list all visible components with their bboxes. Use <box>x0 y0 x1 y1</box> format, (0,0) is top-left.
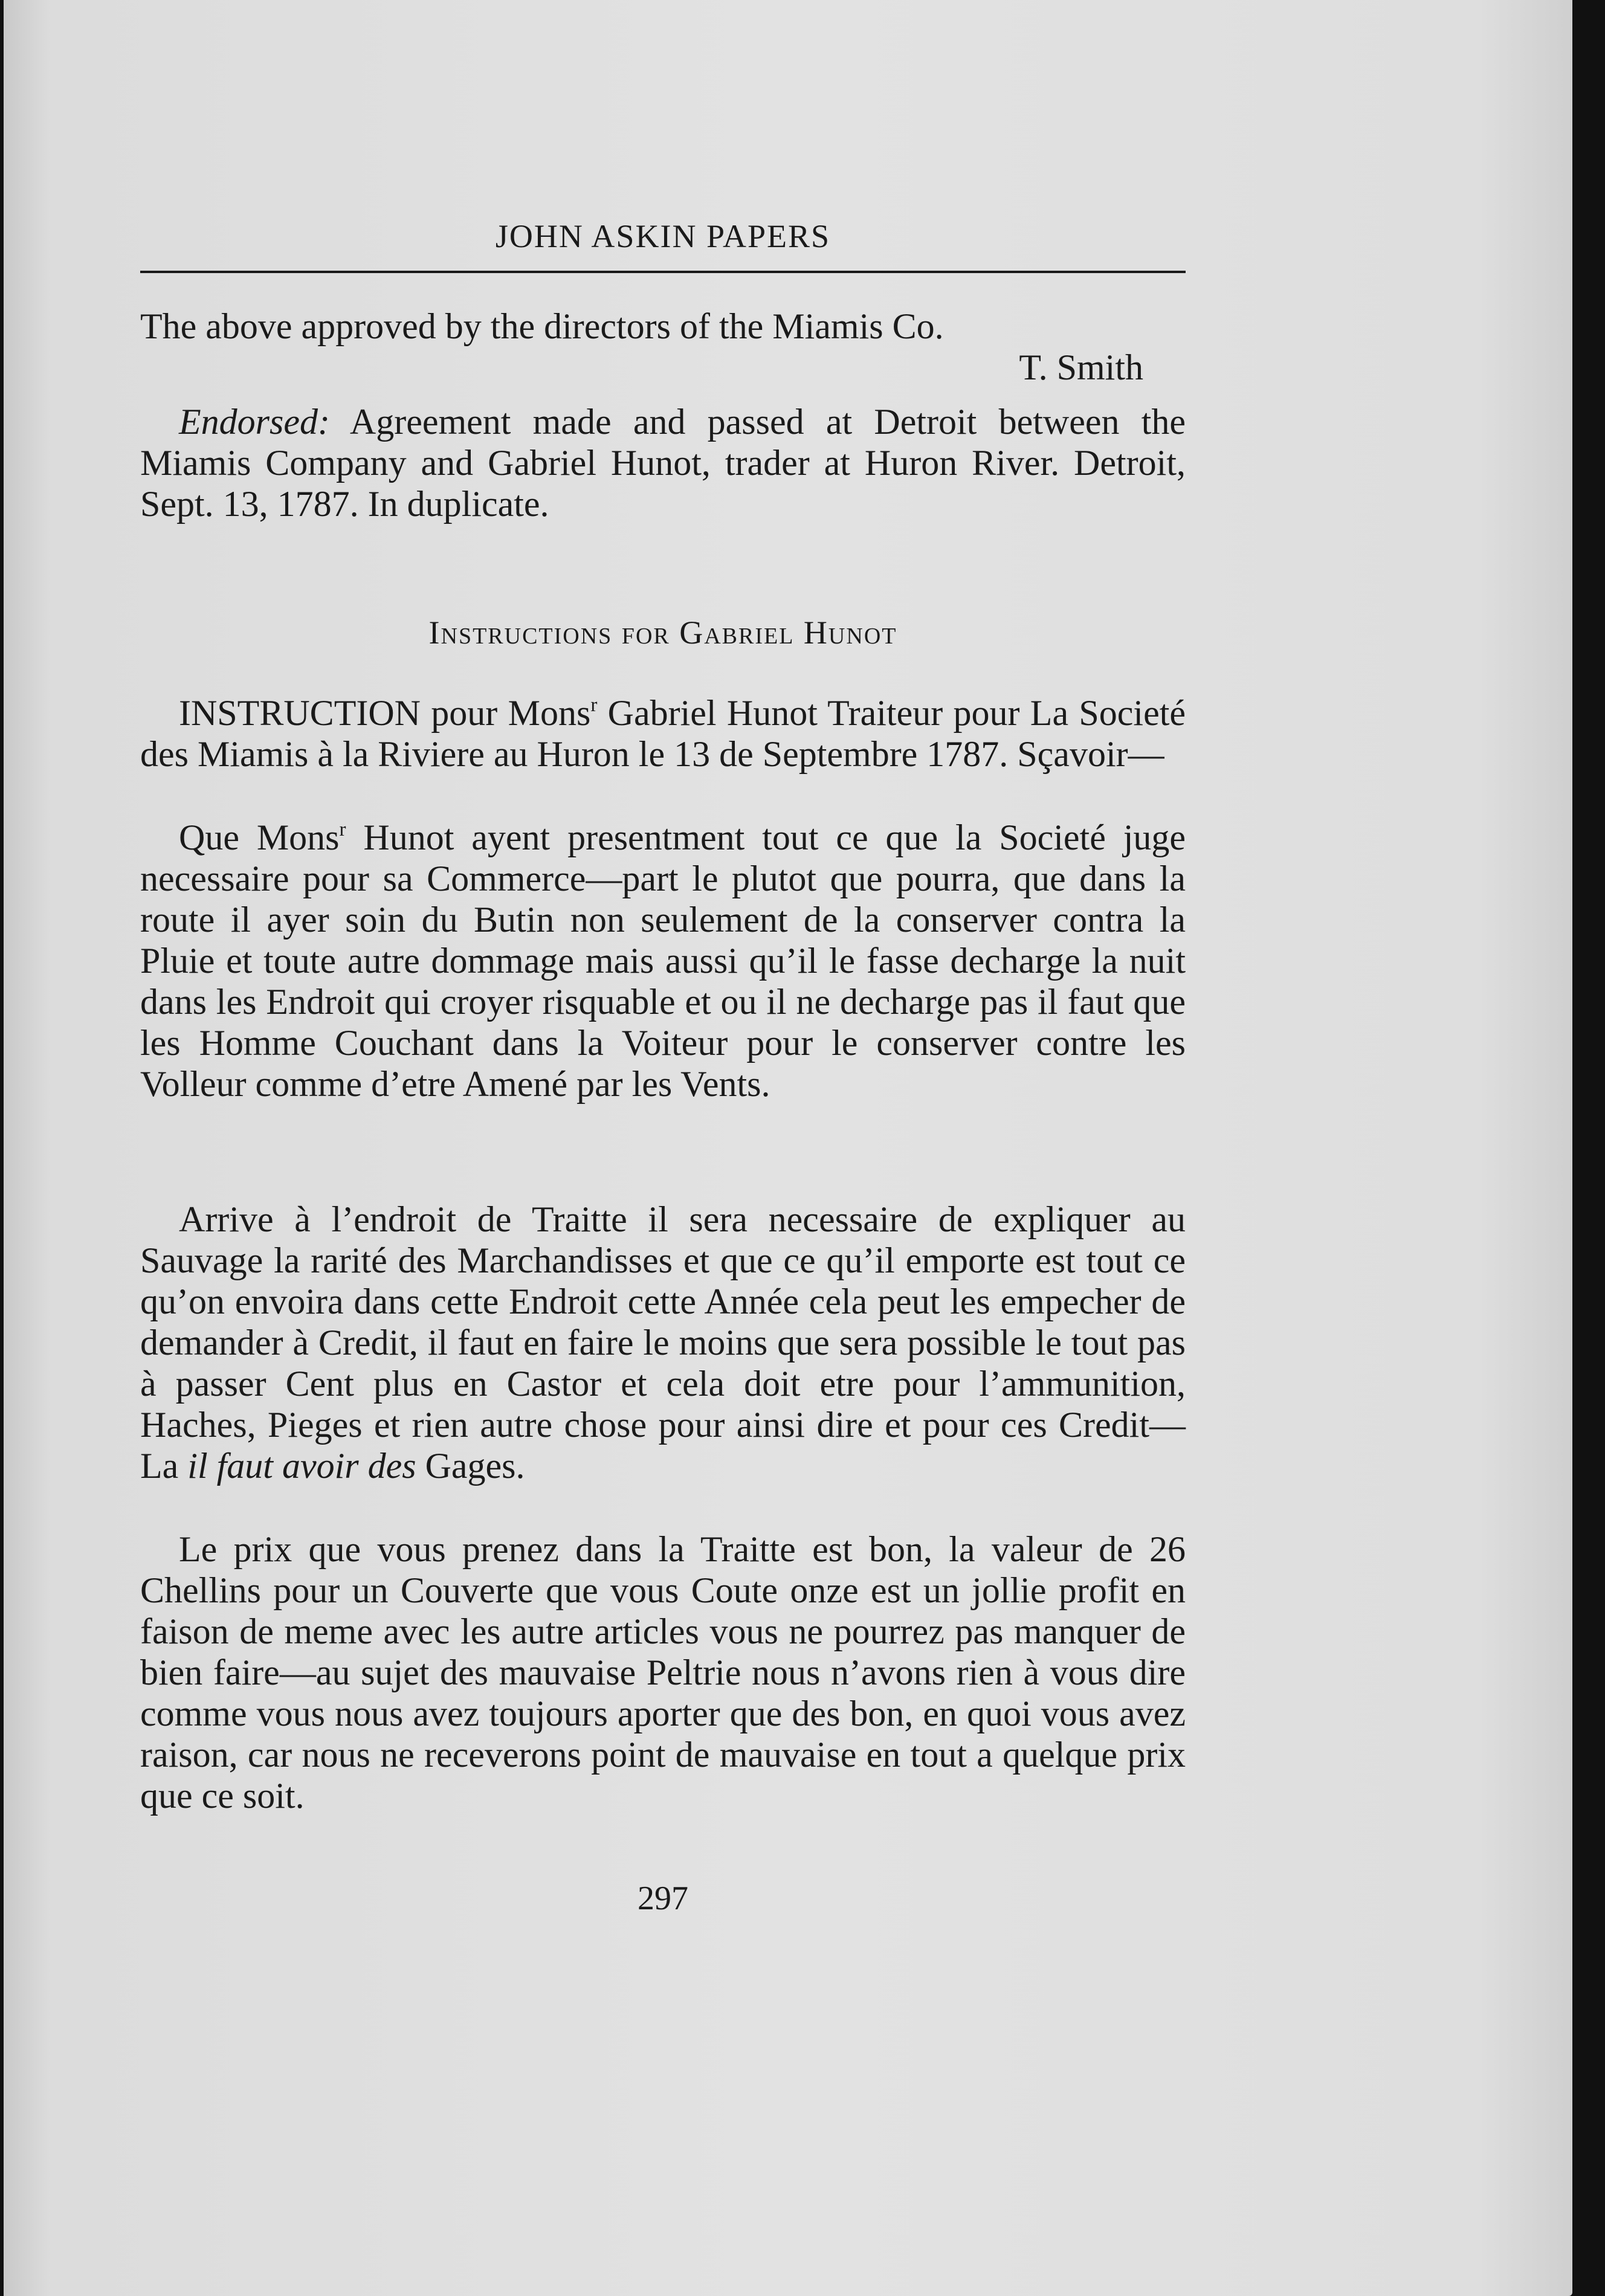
que-text-start: Que Mons <box>179 817 340 857</box>
section-title: Instructions for Gabriel Hunot <box>428 614 897 651</box>
signature: T. Smith <box>1019 347 1143 387</box>
que-paragraph <box>140 817 1186 1104</box>
endorsement-label: Endorsed: <box>179 402 330 442</box>
que-text-rest: Hunot ayent presentment tout ce que la Societé juge necessaire pour sa Commerce—part le plutot que pourra, que dans la route il ayer soin du Butin non seulement de la conserver contra la Pluie et toute autre dommage mais aussi qu’il le fasse decharge la nuit dans les Endroit qui croyer risquable et ou il ne decharge pas il faut que les Homme Couchant dans la Voiteur pour le conserver contre les Volleur comme d’etre Amené par les Vents. <box>140 817 1186 1104</box>
page-number: 297 <box>638 1880 688 1917</box>
endorsement-paragraph <box>140 401 1186 524</box>
prix-paragraph: Le prix que vous prenez dans la Traitte est bon, la valeur de 26 Chellins pour un Couverte que vous Coute onze est un jollie profit en faison de meme avec les autre articles vous ne pourrez pas manquer de bien faire—au sujet des mauvaise Peltrie nous n’avons rien à vous dire comme vous nous avez toujours aporter que des bon, en quoi vous avez raison, car nous ne receverons point de mauvaise en tout a quelque prix que ce soit. <box>140 1529 1186 1816</box>
header-rule <box>140 271 1186 273</box>
arrive-paragraph <box>140 1199 1186 1486</box>
instruction-superscript: r <box>590 694 598 716</box>
arrive-tail: Gages. <box>416 1446 525 1486</box>
arrive-text: Arrive à l’endroit de Traitte il sera necessaire de expliquer au Sauvage la rarité des Marchandisses et que ce qu’il emporte est tout ce qu’on envoira dans cette Endroit cette Année cela peut les empecher de demander à Credit, il faut en faire le moins que sera possible le tout pas à passer Cent plus en Castor et cela doit etre pour l’ammunition, Haches, Pieges et rien autre chose pour ainsi dire et pour ces Credit— La <box>140 1199 1186 1486</box>
arrive-italic: il faut avoir des <box>187 1446 416 1486</box>
instruction-text-rest: Gabriel Hunot Traiteur pour La Societé des Miamis à la Riviere au Huron le 13 de Septembre 1787. Sçavoir— <box>140 693 1186 774</box>
running-head: JOHN ASKIN PAPERS <box>495 218 831 254</box>
endorsement-text: Agreement made and passed at Detroit between the Miamis Company and Gabriel Hunot, trader at Huron River. Detroit, Sept. 13, 1787. In duplicate. <box>140 402 1186 524</box>
instruction-paragraph <box>140 692 1186 775</box>
que-superscript: r <box>339 818 346 840</box>
approval-line: The above approved by the directors of the Miamis Co. <box>140 306 944 346</box>
instruction-text-start: INSTRUCTION pour Mons <box>179 693 591 733</box>
